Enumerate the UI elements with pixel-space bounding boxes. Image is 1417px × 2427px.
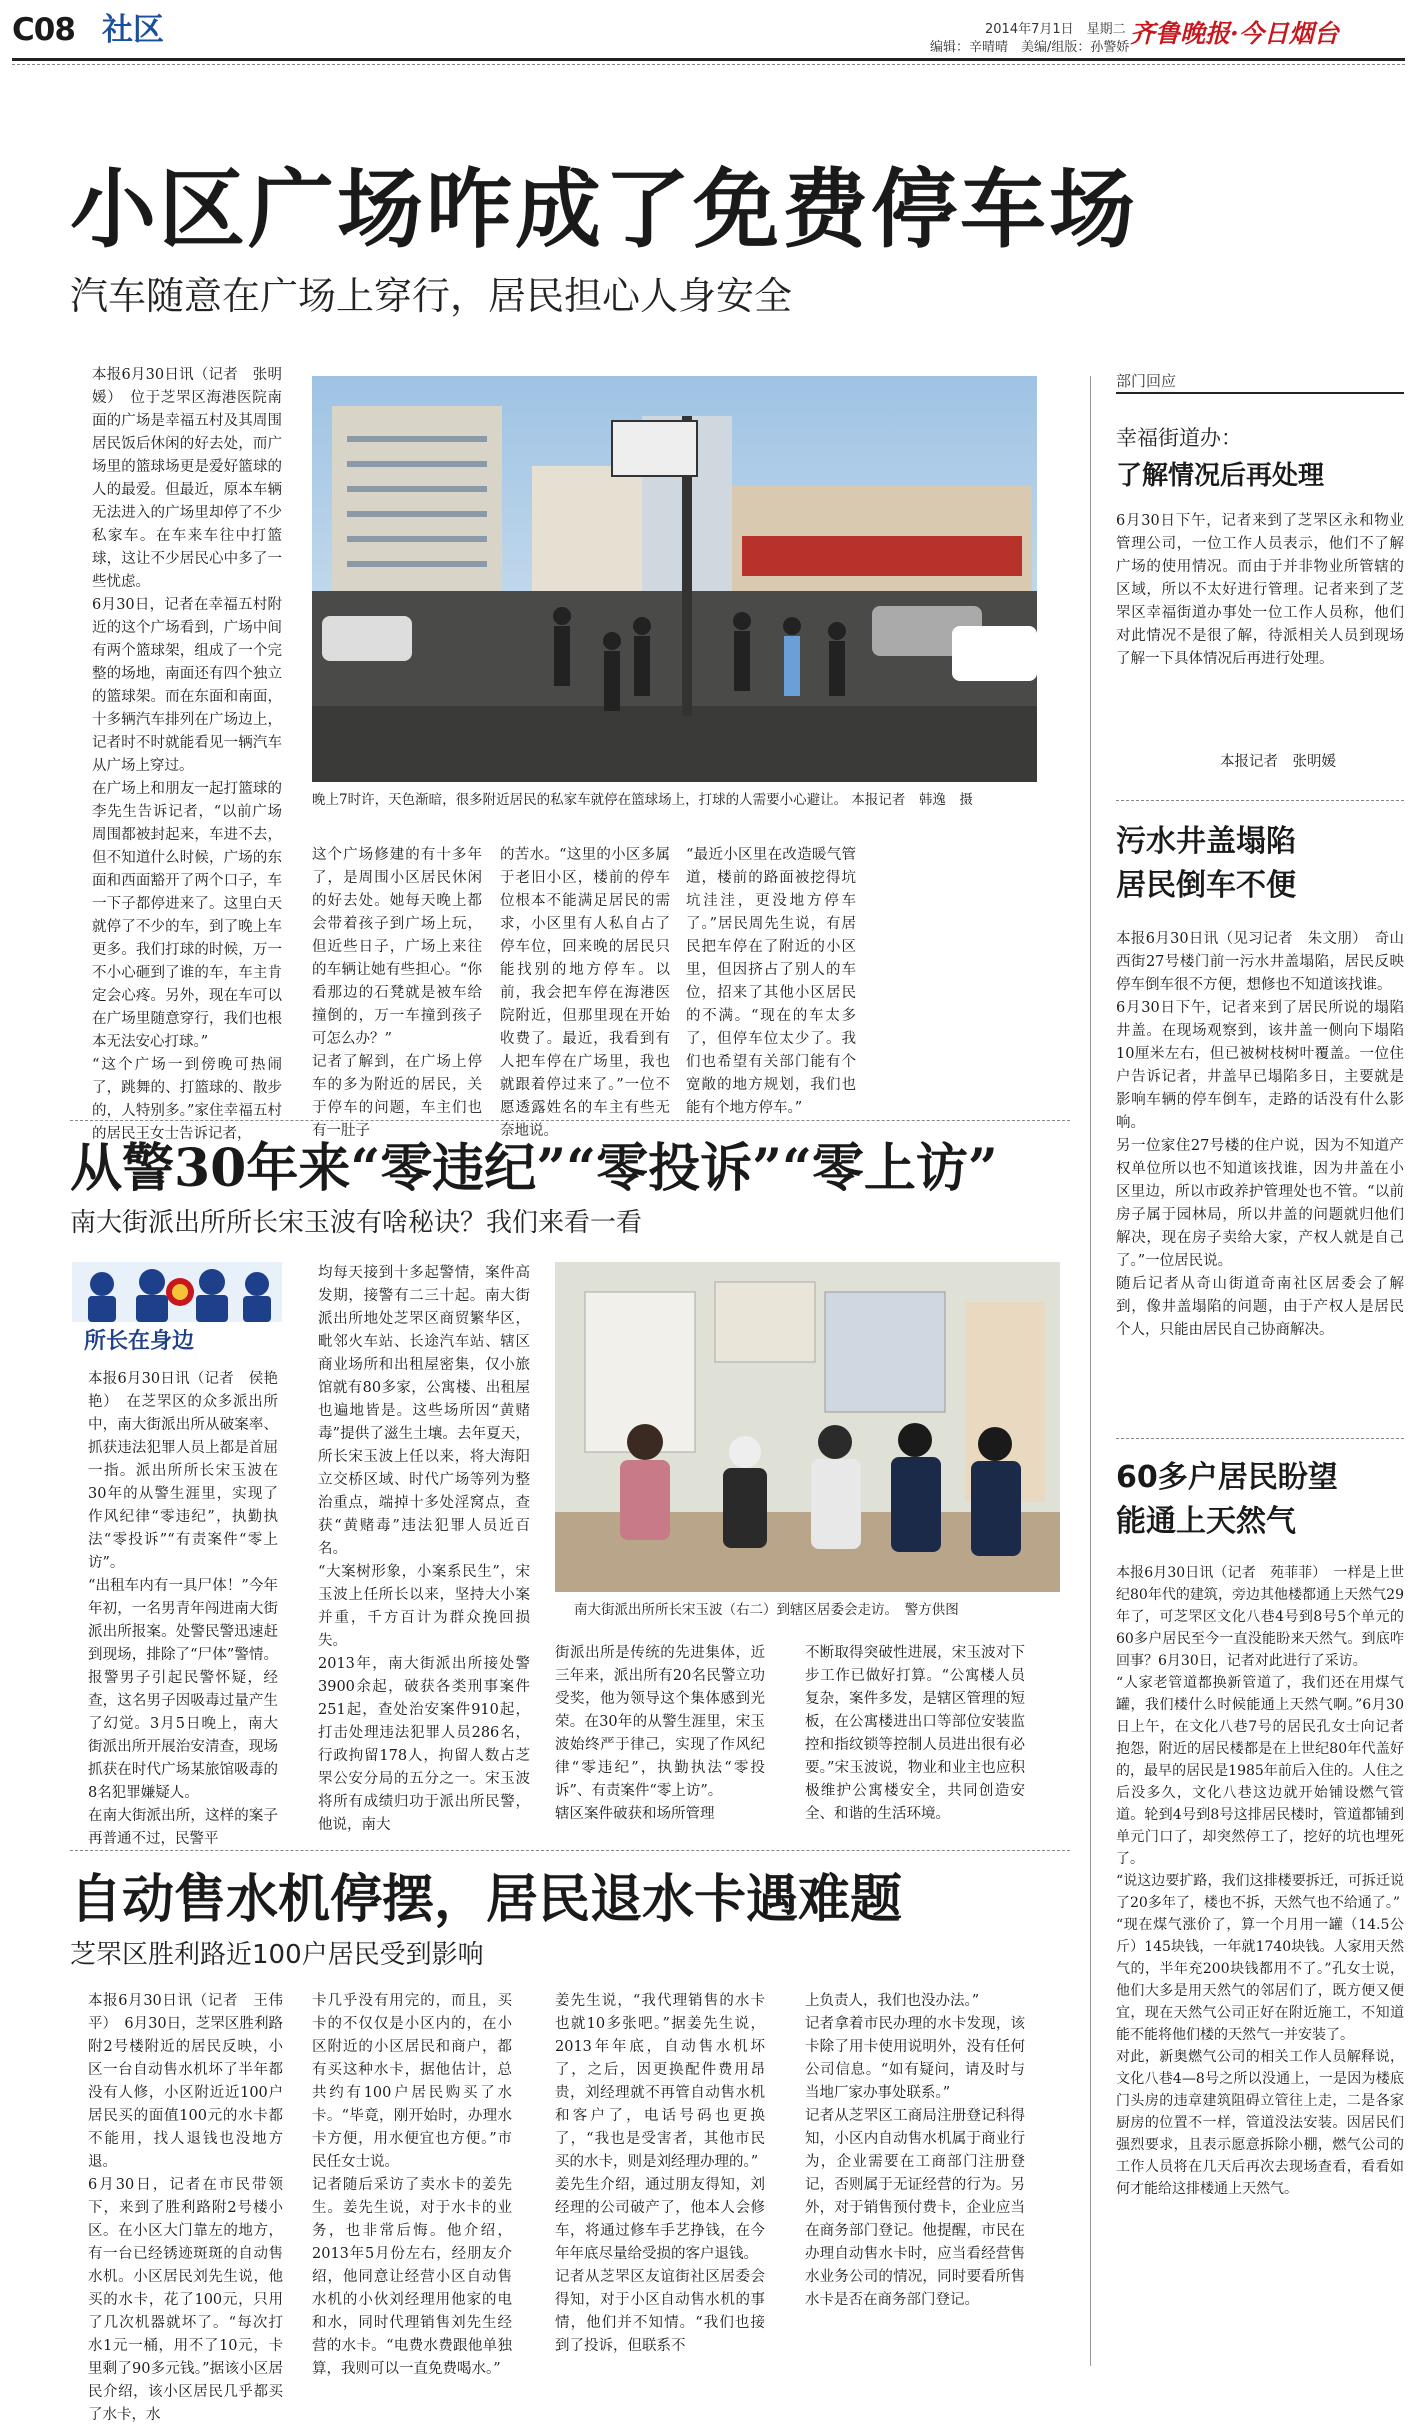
- story1-col1-text: 本报6月30日讯（记者 张明媛） 位于芝罘区海港医院南面的广场是幸福五村及其周围居民饭后休闲的好去处，而广场里的篮球场更是爱好篮球的人的最爱。但最近，原本车辆无法进入的广场里却停了不少私家车。在车来车往中打篮球，这让不少居民心中多了一些忧虑。 6月30日，记者在幸福五村附近的这个广场看到，广场中间有两个篮球架，组成了一个完整的场地，南面还有四个独立的篮球架。而在东面和南面，十多辆汽车排列在广场边上，记者时不时就能看见一辆汽车从广场上穿过。 在广场上和朋友一起打篮球的李先生告诉记者，“以前广场周围都被封起来，车进不去，但不知道什么时候，广场的东面和西面豁开了两个口子，车一下子都停进来了。这里白天就停了不少的车，到了晚上车更多。我们打球的时候，万一不小心砸到了谁的车，车主肯定会心疼。另外，现在车可以在广场里随意穿行，我们也根本无法安心打球。” “这个广场一到傍晚可热闹了，跳舞的、打篮球的、散步的，人特别多。”家住幸福五村的居民王女士告诉记者，: [92, 367, 282, 1142]
- story1-headline: 小区广场咋成了免费停车场: [70, 159, 1138, 260]
- story3-col2-text: 卡几乎没有用完的，而且，买卡的不仅仅是小区内的，在小区附近的小区居民和商户，都有买这种水卡，据他估计，总共约有100户居民购买了水卡。“毕竟，刚开始时，办理水卡方便，用水便宜也方便。”市民任女士说。 记者随后采访了卖水卡的姜先生。姜先生说，对于水卡的业务，也非常后悔。他介绍，2013年5月份左右，经朋友介绍，他同意让经营小区自动售水机的小伙刘经理用他家的电和水，同时代理销售刘先生经营的水卡。“电费水费跟他单独算，我则可以一直免费喝水。”: [312, 1993, 512, 2377]
- dept-tag-rule: [1116, 392, 1404, 394]
- story3-col1-text: 本报6月30日讯（记者 王伟平） 6月30日，芝罘区胜利路附2号楼附近的居民反映，小区一台自动售水机坏了半年都没有人修，小区附近近100户居民买的面值100元的水卡都不能用，找人退钱也没地方退。 6月30日，记者在市民带领下，来到了胜利路附2号楼小区。在小区大门靠左的地方，有一台已经锈迹斑斑的自动售水机。小区居民刘先生说，他买的水卡，花了100元，只用了几次机器就坏了。“每次打水1元一桶，用不了10元，卡里剩了90多元钱。”据该小区居民介绍，该小区居民几乎都买了水卡，水: [88, 1993, 283, 2423]
- sewer-headline-1: 污水井盖塌陷: [1116, 824, 1296, 859]
- story3-col4-text: 上负责人，我们也没办法。” 记者拿着市民办理的水卡发现，该卡除了用卡使用说明外，没有任何公司信息。“如有疑问，请及时与当地厂家办事处联系。” 记者从芝罘区工商局注册登记科得知，小区内自动售水机属于商业行为，企业需要在工商部门注册登记，否则属于无证经营的行为。另外，对于销售预付费卡，企业应当在商务部门登记。他提醒，市民在办理自动售水卡时，应当看经营售水业务公司的情况，同时要看所售水卡是否在商务部门登记。: [805, 1993, 1025, 2308]
- newspaper-brand: 齐鲁晚报·今日烟台: [1130, 19, 1339, 48]
- story1-photo-caption: 晚上7时许，天色渐暗，很多附近居民的私家车就停在篮球场上，打球的人需要小心避让。 本报记者 韩逸 摄: [312, 792, 973, 808]
- story1-col1: [92, 364, 282, 1146]
- story1-photo: [312, 376, 1037, 782]
- story3-col4: [805, 1990, 1025, 2312]
- story2-rule-top: [70, 1120, 1070, 1121]
- story2-headline: 从警30年来“零违纪”“零投诉”“零上访”: [70, 1138, 998, 1199]
- dept-byline: 本报记者 张明媛: [1220, 754, 1336, 770]
- story3-rule-top: [70, 1850, 1070, 1851]
- header-dash-line: [12, 64, 1405, 65]
- story1-col4: [686, 844, 856, 1120]
- page-code: C08: [12, 12, 75, 48]
- story1-col3: [500, 844, 670, 1143]
- story2-badge-label: 所长在身边: [84, 1329, 195, 1354]
- gas-rule-top: [1116, 1438, 1404, 1439]
- story3-col1: [88, 1990, 283, 2427]
- sewer-headline-2: 居民倒车不便: [1116, 868, 1296, 903]
- story2-photo-caption: 南大街派出所所长宋玉波（右二）到辖区居委会走访。 警方供图: [574, 1602, 959, 1618]
- story3-headline: 自动售水机停摆，居民退水卡遇难题: [70, 1869, 903, 1930]
- gas-body-text: 本报6月30日讯（记者 苑菲菲） 一样是上世纪80年代的建筑，旁边其他楼都通上天然气29年了，可芝罘区文化八巷4号到8号5个单元的60多户居民至今一直没能盼来天然气。到底咋回事？6月30日，记者对此进行了采访。 “人家老管道都换新管道了，我们还在用煤气罐，我们楼什么时候能通上天然气啊。”6月30日上午，在文化八巷7号的居民孔女士向记者抱怨，附近的居民楼都是在上世纪80年代盖好的，最早的居民是1985年前后入住的。人住之后没多久，文化八巷这边就开始铺设燃气管道。轮到4号到8号这排居民楼时，管道都铺到单元门口了，却突然停工了，挖好的坑也埋死了。 “说这边要扩路，我们这排楼要拆迁，可拆迁说了20多年了，楼也不拆，天然气也不给通了。” “现在煤气涨价了，算一个月用一罐（14.5公斤）145块钱，一年就1740块钱。人家用天然气的，半年充200块钱都用不了。”孔女士说，他们大多是用天然气的邻居们了，既方便又便宜，现在天然气公司正好在附近施工，不知道能不能将他们楼的天然气一并安装了。 对此，新奥燃气公司的相关工作人员解释说，文化八巷4—8号之所以没通上，一是因为楼底门头房的违章建筑阻碍立管往上走，二是各家厨房的位置不一样，管道没法安装。因居民们强烈要求，且表示愿意拆除小棚，燃气公司的工作人员将在几天后再次去现场查看，看看如何才能给这排楼通上天然气。: [1116, 1565, 1404, 2197]
- sewer-body: [1116, 928, 1404, 1342]
- staff-line: 编辑：辛晴晴 美编/组版：孙警娇: [930, 40, 1130, 55]
- police-badge-illustration: [72, 1262, 282, 1322]
- story2-col4-text: 不断取得突破性进展，宋玉波对下步工作已做好打算。“公寓楼人员复杂，案件多发，是辖区管理的短板，在公寓楼进出口等部位安装监控和指纹锁等控制人员进出很有必要。”宋玉波说，物业和业主也应积极维护公寓楼安全，共同创造安全、和谐的生活环境。: [805, 1645, 1025, 1822]
- story2-photo: [555, 1262, 1060, 1592]
- dept-body: [1116, 510, 1404, 671]
- gas-headline-1: 60多户居民盼望: [1116, 1460, 1338, 1495]
- header-rule: [12, 58, 1405, 61]
- story1-subhead: 汽车随意在广场上穿行，居民担心人身安全: [70, 274, 793, 318]
- story2-col1: [88, 1368, 278, 1851]
- story1-col2: [312, 844, 482, 1143]
- story3-subhead: 芝罘区胜利路近100户居民受到影响: [70, 1940, 484, 1970]
- sewer-body-text: 本报6月30日讯（见习记者 朱文朋） 奇山西街27号楼门前一污水井盖塌陷，居民反映停车倒车很不方便，想修也不知道该找谁。 6月30日下午，记者来到了居民所说的塌陷井盖。在现场观察到，该井盖一侧向下塌陷10厘米左右，但已被树枝树叶覆盖。一位住户告诉记者，井盖早已塌陷多日，主要就是影响车辆的停车倒车，走路的话没有什么影响。 另一位家住27号楼的住户说，因为不知道产权单位所以也不知道该找谁，因为井盖在小区里边，所以市政养护管理处也不管。“以前房子属于园林局，所以井盖的问题就归他们解决，现在房子卖给大家，产权人就是自己了。”一位居民说。 随后记者从奇山街道奇南社区居委会了解到，像井盖塌陷的问题，由于产权人是居民个人，只能由居民自己协商解决。: [1116, 931, 1404, 1338]
- gas-body: [1116, 1562, 1404, 2200]
- gas-headline-2: 能通上天然气: [1116, 1504, 1296, 1539]
- story3-col3-text: 姜先生说，“我代理销售的水卡也就10多张吧。”据姜先生说，2013年年底，自动售水机坏了，之后，因更换配件费用昂贵，刘经理就不再管自动售水机和客户了，电话号码也更换了，“我也是受害者，其他市民买的水卡，则是刘经理办理的。” 姜先生介绍，通过朋友得知，刘经理的公司破产了，他本人会修车，将通过修车手艺挣钱，在今年年底尽量给受损的客户退钱。 记者从芝罘区友谊街社区居委会得知，对于小区自动售水机的事情，他们并不知情。“我们也接到了投诉，但联系不: [555, 1993, 765, 2354]
- story2-col3: [555, 1642, 765, 1826]
- right-column-rule: [1090, 376, 1091, 2366]
- story2-col4: [805, 1642, 1025, 1826]
- dept-tag: 部门回应: [1116, 372, 1177, 390]
- sewer-rule-top: [1116, 800, 1404, 801]
- story1-col2-text: 这个广场修建的有十多年了，是周围小区居民休闲的好去处。她每天晚上都会带着孩子到广场上玩，但近些日子，广场上来往的车辆让她有些担心。“你看那边的石凳就是被车给撞倒的，万一车撞到孩子可怎么办？” 记者了解到，在广场上停车的多为附近的居民，关于停车的问题，车主们也有一肚子: [312, 847, 482, 1139]
- story3-col3: [555, 1990, 765, 2358]
- dept-source: 幸福街道办：: [1116, 426, 1242, 450]
- story2-col1-text: 本报6月30日讯（记者 侯艳艳） 在芝罘区的众多派出所中，南大街派出所从破案率、抓获违法犯罪人员上都是首屈一指。派出所所长宋玉波在30年的从警生涯里，实现了作风纪律“零违纪”，执勤执法“零投诉”“有责案件“零上访”。 “出租车内有一具尸体！”今年年初，一名男青年闯进南大街派出所报案。处警民警迅速赶到现场，排除了“尸体”警情。报警男子引起民警怀疑，经查，这名男子因吸毒过量产生了幻觉。3月5日晚上，南大街派出所开展治安清查，现场抓获在时代广场某旅馆吸毒的8名犯罪嫌疑人。 在南大街派出所，这样的案子再普通不过，民警平: [88, 1371, 278, 1847]
- date-line: 2014年7月1日 星期二: [985, 22, 1126, 37]
- dept-headline: 了解情况后再处理: [1116, 461, 1325, 491]
- story2-col3-text: 街派出所是传统的先进集体，近三年来，派出所有20名民警立功受奖，他为领导这个集体感到光荣。在30年的从警生涯里，宋玉波始终严于律己，实现了作风纪律“零违纪”，执勤执法“零投诉”、有责案件“零上访”。 辖区案件破获和场所管理: [555, 1645, 765, 1822]
- section-name: 社区: [102, 12, 164, 48]
- story3-col2: [312, 1990, 512, 2381]
- story1-col3-text: 的苦水。“这里的小区多属于老旧小区，楼前的停车位根本不能满足居民的需求，小区里有人私自占了停车位，回来晚的居民只能找别的地方停车。以前，我会把车停在海港医院附近，但那里现在开始收费了。最近，我看到有人把车停在广场里，我也就跟着停过来了。”一位不愿透露姓名的车主有些无奈地说。: [500, 847, 670, 1139]
- story2-subhead: 南大街派出所所长宋玉波有啥秘诀？我们来看一看: [70, 1208, 643, 1238]
- dept-body-text: 6月30日下午，记者来到了芝罘区永和物业管理公司，一位工作人员表示，他们不了解广场的使用情况。而由于并非物业所管辖的区域，所以不太好进行管理。记者来到了芝罘区幸福街道办事处一位工作人员称，他们对此情况不是很了解，待派相关人员到现场了解一下具体情况后再进行处理。: [1116, 513, 1404, 667]
- story2-col2: [318, 1262, 530, 1837]
- story1-col4-text: “最近小区里在改造暖气管道，楼前的路面被挖得坑坑洼洼，更没地方停车了。”居民周先生说，有居民把车停在了附近的小区里，但因挤占了别人的车位，招来了其他小区居民的不满。“现在的车太多了，但停车位太少了。我们也希望有关部门能有个宽敞的地方规划，我们也能有个地方停车。”: [686, 847, 856, 1116]
- story2-col2-text: 均每天接到十多起警情，案件高发期，接警有二三十起。南大街派出所地处芝罘区商贸繁华区，毗邻火车站、长途汽车站、辖区商业场所和出租屋密集，仅小旅馆就有80多家，公寓楼、出租屋也遍地皆是。这些场所因“黄赌毒”提供了滋生土壤。去年夏天，所长宋玉波上任以来，将大海阳立交桥区域、时代广场等列为整治重点，端掉十多处淫窝点，查获“黄赌毒”违法犯罪人员近百名。 “大案树形象，小案系民生”，宋玉波上任所长以来，坚持大小案并重，千方百计为群众挽回损失。 2013年，南大街派出所接处警3900余起，破获各类刑事案件251起，查处治安案件910起，打击处理违法犯罪人员286名，行政拘留178人，拘留人数占芝罘公安分局的五分之一。宋玉波将所有成绩归功于派出所民警，他说，南大: [318, 1265, 530, 1833]
